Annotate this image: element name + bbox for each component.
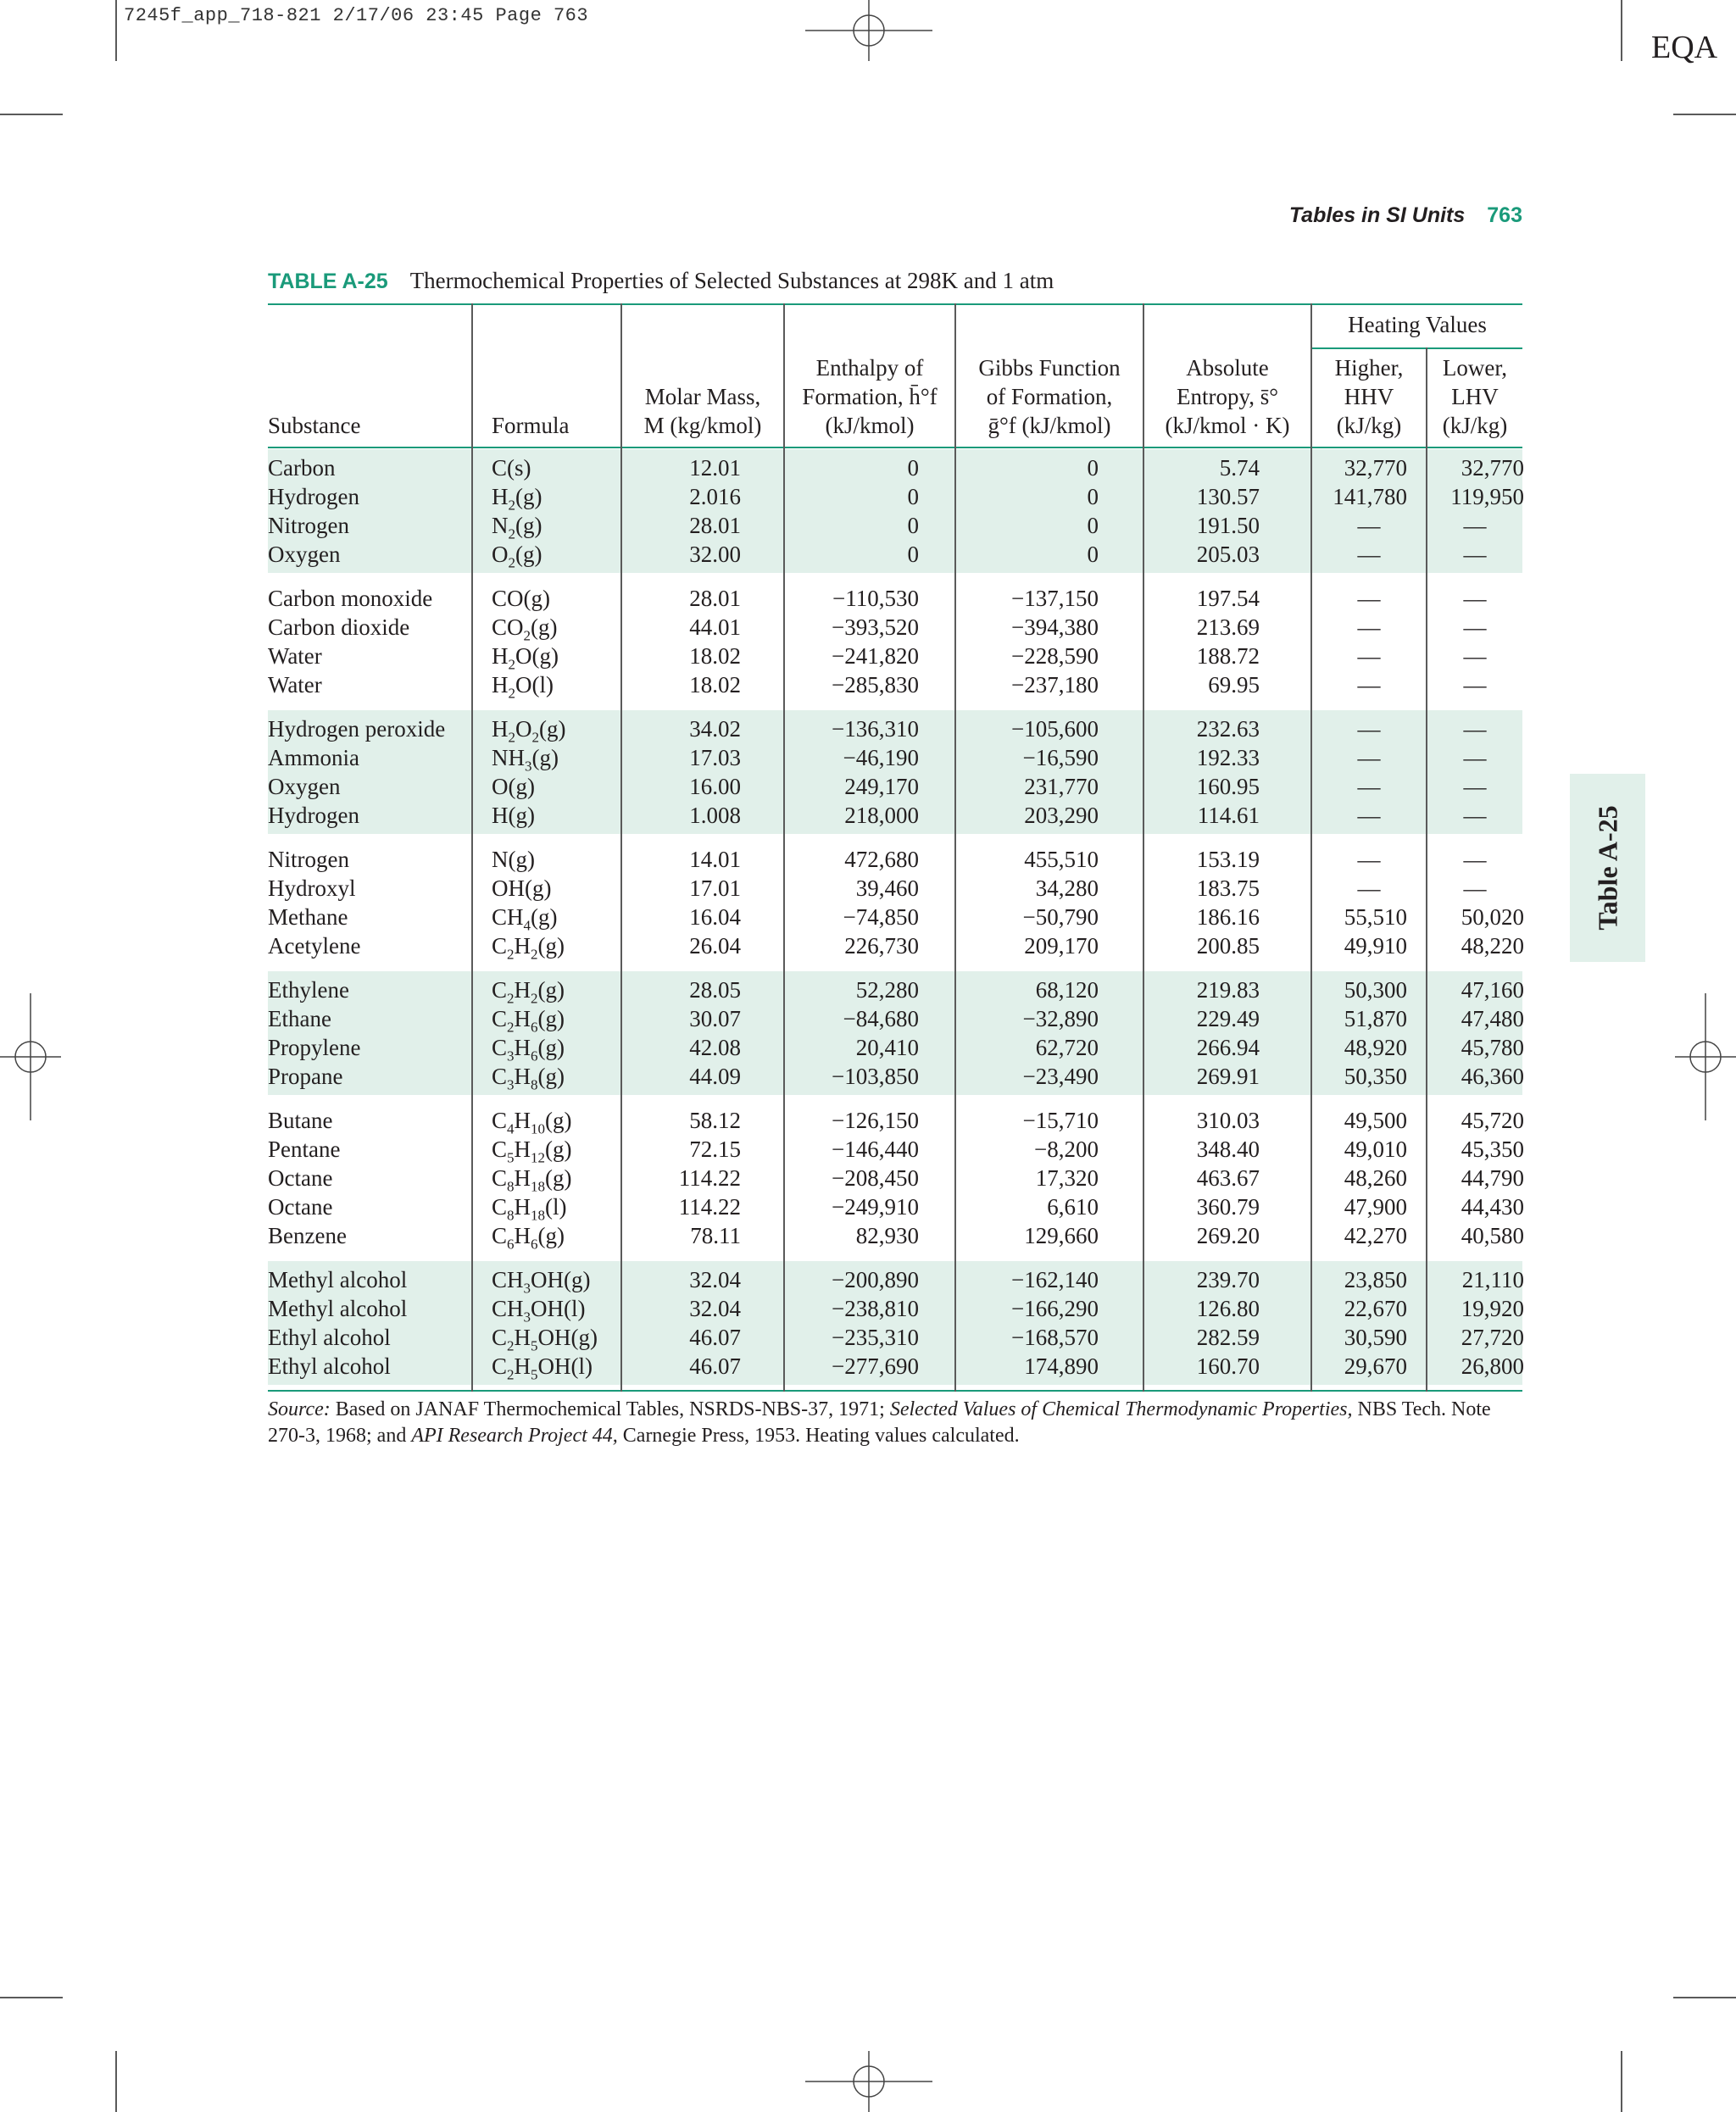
molar-mass-cell: 28.05: [689, 977, 741, 1003]
formula-cell: CO(g): [492, 586, 550, 611]
substance-cell: Water: [268, 672, 322, 698]
gibbs-cell: −8,200: [1034, 1137, 1099, 1162]
header-bottom-rule: [268, 447, 1522, 448]
header-line: Gibbs Function: [978, 355, 1121, 381]
molar-mass-cell: 42.08: [689, 1035, 741, 1060]
lhv-cell: 21,110: [1461, 1267, 1524, 1292]
registration-mark-right: [1675, 993, 1736, 1120]
enthalpy-cell: −136,310: [832, 716, 919, 742]
entropy-cell: 69.95: [1208, 672, 1260, 698]
substance-cell: Nitrogen: [268, 513, 349, 538]
source-italic: Selected Values of Chemical Thermodynamic Properties,: [889, 1398, 1353, 1420]
header-line: (kJ/kg): [1336, 413, 1402, 438]
gibbs-cell: 0: [1087, 513, 1099, 538]
entropy-cell: 348.40: [1196, 1137, 1260, 1162]
enthalpy-cell: 0: [907, 455, 919, 481]
lhv-cell: —: [1463, 745, 1487, 770]
hhv-cell: 47,900: [1344, 1194, 1407, 1220]
entropy-cell: 205.03: [1196, 542, 1260, 567]
formula-cell: $CH_4(g)$: [492, 904, 558, 934]
substance-cell: Ammonia: [268, 745, 359, 770]
gibbs-cell: 68,120: [1035, 977, 1099, 1003]
lhv-cell: 50,020: [1461, 904, 1524, 930]
hhv-cell: 51,870: [1344, 1006, 1407, 1031]
lhv-cell: 48,220: [1461, 933, 1524, 959]
gibbs-cell: −166,290: [1011, 1296, 1099, 1321]
header-line: LHV: [1451, 384, 1499, 409]
molar-mass-cell: 18.02: [689, 672, 741, 698]
substance-cell: Carbon monoxide: [268, 586, 433, 611]
substance-cell: Hydrogen peroxide: [268, 716, 446, 742]
substance-cell: Butane: [268, 1108, 333, 1133]
entropy-cell: 192.33: [1196, 745, 1260, 770]
header-line: M (kg/kmol): [643, 413, 762, 438]
entropy-cell: 186.16: [1196, 904, 1260, 930]
gibbs-cell: 34,280: [1035, 875, 1099, 901]
substance-cell: Methane: [268, 904, 348, 930]
formula-cell: C(s): [492, 455, 531, 481]
gibbs-cell: 455,510: [1024, 847, 1099, 872]
lhv-cell: 26,800: [1461, 1353, 1524, 1379]
formula-cell: $C_3H_8(g)$: [492, 1064, 565, 1093]
entropy-cell: 269.91: [1196, 1064, 1260, 1089]
formula-cell: $C_3H_6(g)$: [492, 1035, 565, 1064]
gibbs-cell: 129,660: [1024, 1223, 1099, 1248]
gibbs-cell: 17,320: [1035, 1165, 1099, 1191]
entropy-cell: 232.63: [1196, 716, 1260, 742]
substance-cell: Oxygen: [268, 542, 341, 567]
enthalpy-cell: 20,410: [855, 1035, 919, 1060]
molar-mass-cell: 17.01: [689, 875, 741, 901]
lhv-cell: —: [1463, 614, 1487, 640]
entropy-cell: 5.74: [1219, 455, 1260, 481]
molar-mass-cell: 32.00: [689, 542, 741, 567]
lhv-cell: 47,480: [1461, 1006, 1524, 1031]
enthalpy-cell: 226,730: [844, 933, 919, 959]
header-line: (kJ/kmol): [825, 413, 915, 438]
gibbs-cell: 231,770: [1024, 774, 1099, 799]
formula-cell: $C_4H_{10}(g)$: [492, 1108, 572, 1137]
heating-values-header: Heating Values: [1348, 312, 1487, 337]
entropy-cell: 188.72: [1196, 643, 1260, 669]
hhv-cell: 48,260: [1344, 1165, 1407, 1191]
header-line: of Formation,: [986, 384, 1113, 409]
gibbs-cell: 209,170: [1024, 933, 1099, 959]
lhv-cell: 32,770: [1461, 455, 1524, 481]
lhv-cell: 119,950: [1450, 484, 1524, 509]
running-head: [1271, 203, 1522, 228]
molar-mass-cell: 34.02: [689, 716, 741, 742]
molar-mass-cell: 18.02: [689, 643, 741, 669]
header-line: Molar Mass,: [644, 384, 761, 409]
hhv-cell: 49,010: [1344, 1137, 1407, 1162]
enthalpy-cell: 249,170: [844, 774, 919, 799]
hhv-cell: 32,770: [1344, 455, 1407, 481]
molar-mass-cell: 2.016: [689, 484, 741, 509]
registration-mark-left: [0, 993, 61, 1120]
source-label: Source:: [268, 1398, 331, 1420]
substance-cell: Ethyl alcohol: [268, 1325, 391, 1350]
gibbs-cell: −228,590: [1011, 643, 1099, 669]
table-top-rule: [268, 303, 1522, 305]
gibbs-cell: 0: [1087, 484, 1099, 509]
molar-mass-cell: 44.01: [689, 614, 741, 640]
formula-cell: OH(g): [492, 875, 552, 901]
enthalpy-cell: −238,810: [832, 1296, 919, 1321]
formula-cell: $O_2(g)$: [492, 542, 542, 571]
header-line: Entropy, s̄°: [1176, 384, 1279, 409]
formula-cell: $C_6H_6(g)$: [492, 1223, 565, 1253]
hhv-cell: 141,780: [1333, 484, 1407, 509]
printer-slug: 7245f_app_718-821 2/17/06 23:45 Page 763: [124, 5, 589, 26]
substance-header: Substance: [268, 413, 361, 438]
hhv-cell: —: [1357, 614, 1381, 640]
entropy-cell: 160.95: [1196, 774, 1260, 799]
enthalpy-cell: −110,530: [832, 586, 919, 611]
substance-cell: Methyl alcohol: [268, 1267, 408, 1292]
gibbs-header: [956, 353, 1143, 440]
gibbs-cell: −394,380: [1011, 614, 1099, 640]
molar-mass-cell: 72.15: [689, 1137, 741, 1162]
molar-mass-cell: 32.04: [689, 1296, 741, 1321]
table-caption: [268, 268, 1054, 294]
molar-mass-cell: 16.04: [689, 904, 741, 930]
gibbs-cell: 174,890: [1024, 1353, 1099, 1379]
entropy-cell: 213.69: [1196, 614, 1260, 640]
lhv-cell: 47,160: [1461, 977, 1524, 1003]
entropy-cell: 126.80: [1196, 1296, 1260, 1321]
formula-cell: $H_2(g)$: [492, 484, 542, 514]
source-note: [268, 1397, 1526, 1449]
table-title: Thermochemical Properties of Selected Substances at 298K and 1 atm: [409, 268, 1054, 293]
table-bottom-rule: [268, 1390, 1522, 1392]
lhv-cell: 44,430: [1461, 1194, 1524, 1220]
lhv-cell: —: [1463, 774, 1487, 799]
col-rule: [471, 303, 473, 1392]
hhv-cell: —: [1357, 875, 1381, 901]
substance-cell: Nitrogen: [268, 847, 349, 872]
hhv-cell: 22,670: [1344, 1296, 1407, 1321]
hhv-cell: 48,920: [1344, 1035, 1407, 1060]
hhv-cell: 49,500: [1344, 1108, 1407, 1133]
source-text: Based on JANAF Thermochemical Tables, NSRDS-NBS-37, 1971;: [330, 1398, 890, 1420]
substance-cell: Water: [268, 643, 322, 669]
hhv-cell: —: [1357, 803, 1381, 828]
header-line: Lower,: [1442, 355, 1508, 381]
entropy-cell: 160.70: [1196, 1353, 1260, 1379]
molar-mass-cell: 46.07: [689, 1325, 741, 1350]
header-line: HHV: [1344, 384, 1394, 409]
lhv-cell: —: [1463, 716, 1487, 742]
formula-cell: $H_2O(g)$: [492, 643, 559, 673]
formula-cell: $H_2O(l)$: [492, 672, 554, 702]
formula-cell: $NH_3(g)$: [492, 745, 559, 775]
header-line: (kJ/kg): [1442, 413, 1508, 438]
formula-cell: $CH_3OH(l)$: [492, 1296, 586, 1326]
gibbs-cell: 203,290: [1024, 803, 1099, 828]
molar-mass-cell: 30.07: [689, 1006, 741, 1031]
source-text: NBS Tech. Note 270-3, 1968; and: [268, 1398, 1491, 1447]
enthalpy-cell: −277,690: [832, 1353, 919, 1379]
hhv-cell: 49,910: [1344, 933, 1407, 959]
hhv-cell: 30,590: [1344, 1325, 1407, 1350]
hhv-cell: —: [1357, 643, 1381, 669]
molar-mass-cell: 17.03: [689, 745, 741, 770]
formula-cell: $C_2H_5OH(l)$: [492, 1353, 593, 1383]
entropy-cell: 200.85: [1196, 933, 1260, 959]
heating-values-rule: [1310, 347, 1522, 349]
lhv-cell: —: [1463, 847, 1487, 872]
enthalpy-cell: 0: [907, 542, 919, 567]
enthalpy-cell: −103,850: [832, 1064, 919, 1089]
gibbs-cell: −23,490: [1022, 1064, 1099, 1089]
molar-mass-cell: 28.01: [689, 513, 741, 538]
entropy-cell: 130.57: [1196, 484, 1260, 509]
entropy-cell: 191.50: [1196, 513, 1260, 538]
enthalpy-cell: −285,830: [832, 672, 919, 698]
hhv-cell: 50,300: [1344, 977, 1407, 1003]
gibbs-cell: −16,590: [1022, 745, 1099, 770]
lhv-cell: —: [1463, 643, 1487, 669]
side-tab: [1570, 774, 1645, 962]
enthalpy-cell: 218,000: [844, 803, 919, 828]
enthalpy-cell: −146,440: [832, 1137, 919, 1162]
gibbs-cell: −162,140: [1011, 1267, 1099, 1292]
molar-mass-cell: 14.01: [689, 847, 741, 872]
formula-cell: $C_2H_2(g)$: [492, 977, 565, 1007]
molar-mass-cell: 44.09: [689, 1064, 741, 1089]
enthalpy-cell: −208,450: [832, 1165, 919, 1191]
header-line: Higher,: [1334, 355, 1404, 381]
formula-cell: O(g): [492, 774, 535, 799]
hhv-cell: —: [1357, 672, 1381, 698]
entropy-cell: 239.70: [1196, 1267, 1260, 1292]
entropy-cell: 282.59: [1196, 1325, 1260, 1350]
molar-mass-cell: 1.008: [689, 803, 741, 828]
formula-cell: N(g): [492, 847, 535, 872]
lhv-cell: 45,720: [1461, 1108, 1524, 1133]
enthalpy-cell: 0: [907, 513, 919, 538]
enthalpy-cell: −126,150: [832, 1108, 919, 1133]
entropy-cell: 197.54: [1196, 586, 1260, 611]
lhv-cell: 45,780: [1461, 1035, 1524, 1060]
enthalpy-cell: −393,520: [832, 614, 919, 640]
molar-mass-cell: 78.11: [690, 1223, 741, 1248]
hhv-cell: —: [1357, 745, 1381, 770]
enthalpy-cell: −249,910: [832, 1194, 919, 1220]
enthalpy-cell: 0: [907, 484, 919, 509]
enthalpy-cell: 472,680: [844, 847, 919, 872]
molar-mass-header: [622, 382, 783, 440]
substance-cell: Ethane: [268, 1006, 331, 1031]
registration-mark-bottom: [805, 2051, 932, 2112]
entropy-cell: 310.03: [1196, 1108, 1260, 1133]
formula-cell: $C_8H_{18}(g)$: [492, 1165, 572, 1195]
lhv-cell: 19,920: [1461, 1296, 1524, 1321]
registration-mark-top: [805, 0, 932, 61]
gibbs-cell: 62,720: [1035, 1035, 1099, 1060]
gibbs-cell: −168,570: [1011, 1325, 1099, 1350]
enthalpy-cell: −46,190: [843, 745, 919, 770]
gibbs-cell: −137,150: [1011, 586, 1099, 611]
hhv-cell: —: [1357, 774, 1381, 799]
entropy-cell: 463.67: [1196, 1165, 1260, 1191]
substance-cell: Hydrogen: [268, 803, 359, 828]
lhv-cell: —: [1463, 586, 1487, 611]
entropy-cell: 153.19: [1196, 847, 1260, 872]
header-line: (kJ/kmol · K): [1165, 413, 1290, 438]
substance-cell: Acetylene: [268, 933, 361, 959]
molar-mass-cell: 26.04: [689, 933, 741, 959]
hhv-cell: —: [1357, 542, 1381, 567]
molar-mass-cell: 114.22: [678, 1165, 741, 1191]
hhv-cell: —: [1357, 513, 1381, 538]
gibbs-cell: 0: [1087, 542, 1099, 567]
entropy-header: [1144, 353, 1310, 440]
enthalpy-cell: −200,890: [832, 1267, 919, 1292]
molar-mass-cell: 46.07: [689, 1353, 741, 1379]
formula-cell: $C_8H_{18}(l)$: [492, 1194, 567, 1224]
hhv-cell: 23,850: [1344, 1267, 1407, 1292]
header-line: ḡ°f (kJ/kmol): [988, 413, 1111, 438]
substance-cell: Hydrogen: [268, 484, 359, 509]
lhv-header: [1427, 353, 1522, 440]
lhv-cell: —: [1463, 513, 1487, 538]
molar-mass-cell: 58.12: [689, 1108, 741, 1133]
running-head-title: Tables in SI Units: [1288, 203, 1466, 227]
gibbs-cell: −105,600: [1011, 716, 1099, 742]
formula-cell: $N_2(g)$: [492, 513, 542, 542]
molar-mass-cell: 32.04: [689, 1267, 741, 1292]
enthalpy-cell: −235,310: [832, 1325, 919, 1350]
molar-mass-cell: 16.00: [689, 774, 741, 799]
substance-cell: Hydroxyl: [268, 875, 356, 901]
hhv-header: [1312, 353, 1426, 440]
molar-mass-cell: 12.01: [689, 455, 741, 481]
entropy-cell: 266.94: [1196, 1035, 1260, 1060]
substance-cell: Propylene: [268, 1035, 361, 1060]
gibbs-cell: 0: [1087, 455, 1099, 481]
source-text: Carnegie Press, 1953. Heating values calculated.: [617, 1425, 1020, 1447]
lhv-cell: 45,350: [1461, 1137, 1524, 1162]
table-number: TABLE A-25: [268, 270, 388, 293]
hhv-cell: 50,350: [1344, 1064, 1407, 1089]
entropy-cell: 114.61: [1197, 803, 1260, 828]
formula-cell: $H_2O_2(g)$: [492, 716, 566, 746]
gibbs-cell: −15,710: [1022, 1108, 1099, 1133]
enthalpy-cell: 39,460: [855, 875, 919, 901]
formula-cell: $CH_3OH(g)$: [492, 1267, 591, 1297]
side-tab-label: Table A-25: [1592, 805, 1622, 931]
gibbs-cell: 6,610: [1047, 1194, 1099, 1220]
lhv-cell: —: [1463, 672, 1487, 698]
hhv-cell: 55,510: [1344, 904, 1407, 930]
substance-cell: Benzene: [268, 1223, 347, 1248]
substance-cell: Methyl alcohol: [268, 1296, 408, 1321]
substance-cell: Propane: [268, 1064, 343, 1089]
header-line: Absolute: [1186, 355, 1269, 381]
enthalpy-header: [785, 353, 954, 440]
formula-cell: $C_5H_{12}(g)$: [492, 1137, 572, 1166]
hhv-cell: —: [1357, 716, 1381, 742]
substance-cell: Carbon: [268, 455, 336, 481]
formula-cell: $C_2H_5OH(g)$: [492, 1325, 598, 1354]
lhv-cell: —: [1463, 542, 1487, 567]
substance-cell: Ethylene: [268, 977, 349, 1003]
formula-cell: $C_2H_2(g)$: [492, 933, 565, 963]
entropy-cell: 360.79: [1196, 1194, 1260, 1220]
enthalpy-cell: −84,680: [843, 1006, 919, 1031]
substance-cell: Ethyl alcohol: [268, 1353, 391, 1379]
header-line: Formation, h̄°f: [802, 384, 938, 409]
hhv-cell: 42,270: [1344, 1223, 1407, 1248]
entropy-cell: 219.83: [1196, 977, 1260, 1003]
gibbs-cell: −237,180: [1011, 672, 1099, 698]
lhv-cell: —: [1463, 803, 1487, 828]
substance-cell: Pentane: [268, 1137, 341, 1162]
formula-cell: $C_2H_6(g)$: [492, 1006, 565, 1036]
enthalpy-cell: 52,280: [855, 977, 919, 1003]
molar-mass-cell: 28.01: [689, 586, 741, 611]
substance-cell: Octane: [268, 1194, 333, 1220]
lhv-cell: 40,580: [1461, 1223, 1524, 1248]
entropy-cell: 269.20: [1196, 1223, 1260, 1248]
hhv-cell: 29,670: [1344, 1353, 1407, 1379]
gibbs-cell: −50,790: [1022, 904, 1099, 930]
enthalpy-cell: 82,930: [855, 1223, 919, 1248]
page-number: 763: [1487, 203, 1522, 227]
molar-mass-cell: 114.22: [678, 1194, 741, 1220]
enthalpy-cell: −74,850: [843, 904, 919, 930]
lhv-cell: 27,720: [1461, 1325, 1524, 1350]
lhv-cell: 46,360: [1461, 1064, 1524, 1089]
hhv-cell: —: [1357, 586, 1381, 611]
lhv-cell: 44,790: [1461, 1165, 1524, 1191]
source-italic: API Research Project 44,: [411, 1425, 618, 1447]
entropy-cell: 229.49: [1196, 1006, 1260, 1031]
gibbs-cell: −32,890: [1022, 1006, 1099, 1031]
entropy-cell: 183.75: [1196, 875, 1260, 901]
substance-cell: Oxygen: [268, 774, 341, 799]
formula-cell: H(g): [492, 803, 535, 828]
formula-header: Formula: [492, 413, 570, 438]
corner-tag: EQA: [1651, 30, 1718, 65]
substance-cell: Carbon dioxide: [268, 614, 410, 640]
formula-cell: $CO_2(g)$: [492, 614, 558, 644]
header-line: Enthalpy of: [815, 355, 924, 381]
substance-cell: Octane: [268, 1165, 333, 1191]
enthalpy-cell: −241,820: [832, 643, 919, 669]
hhv-cell: —: [1357, 847, 1381, 872]
lhv-cell: —: [1463, 875, 1487, 901]
